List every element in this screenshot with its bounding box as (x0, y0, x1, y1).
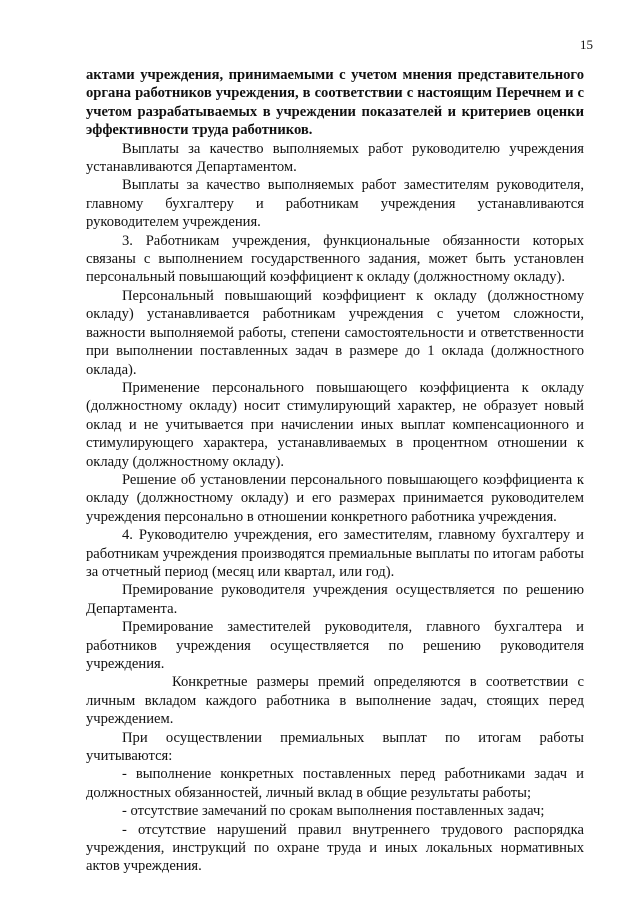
paragraph: Применение персонального повышающего коэффициента к окладу (должностному окладу) носит стимулирующий характер, не образует новый оклад и не учитывается при начислении иных выплат компенсационного и стимулирующего характера, устанавливаемых в процентном отношении к окладу (должностному окладу). (86, 379, 584, 470)
paragraph: - выполнение конкретных поставленных перед работниками задач и должностных обязанностей, личный вклад в общие результаты работы; (86, 766, 584, 801)
paragraph: Конкретные размеры премий определяются в соответствии с личным вкладом каждого работника в выполнение задач, стоящих перед учреждением. (86, 674, 584, 728)
paragraph: При осуществлении премиальных выплат по итогам работы учитываются: (86, 729, 584, 765)
paragraph: Премирование руководителя учреждения осуществляется по решению Департамента. (86, 582, 584, 617)
paragraph: актами учреждения, принимаемыми с учетом мнения представительного органа работников учреждения, в соответствии с настоящим Перечнем и с учетом разрабатываемых в учреждении показателей и критериев оценки эффективности труда работников. (86, 67, 584, 139)
paragraph: - отсутствие замечаний по срокам выполнения поставленных задач; (122, 803, 545, 820)
paragraph: Решение об установлении персонального повышающего коэффициента к окладу (должностному окладу) и его размерах принимается руководителем учреждения персонально в отношении конкретного работника учреждения. (86, 471, 584, 525)
paragraph: Премирование заместителей руководителя, главного бухгалтера и работников учреждения осуществляется по решению руководителя учреждения. (86, 619, 584, 672)
paragraph: 3. Работникам учреждения, функциональные обязанности которых связаны с выполнением государственного задания, может быть установлен персональный повышающий коэффициент к окладу (должностному окладу). (86, 232, 584, 286)
paragraph: Выплаты за качество выполняемых работ заместителям руководителя, главному бухгалтеру и работникам учреждения устанавливаются руководителем учреждения. (86, 177, 584, 231)
paragraph: Персональный повышающий коэффициент к окладу (должностному окладу) устанавливается работникам учреждения с учетом сложности, важности выполняемой работы, степени самостоятельности и ответственности при выполнении поставленных задач в размере до 1 оклада (должностного оклада). (86, 287, 584, 378)
paragraph: Выплаты за качество выполняемых работ руководителю учреждения устанавливаются Департаментом. (86, 140, 584, 176)
page-number: 15 (580, 37, 593, 52)
paragraph: - отсутствие нарушений правил внутреннего трудового распорядка учреждения, инструкций по охране труда и иных локальных нормативных актов учреждения. (86, 821, 584, 875)
document-body (86, 66, 584, 876)
paragraph: 4. Руководителю учреждения, его заместителям, главному бухгалтеру и работникам учреждения производятся премиальные выплаты по итогам работы за отчетный период (месяц или квартал, или год). (86, 527, 584, 580)
